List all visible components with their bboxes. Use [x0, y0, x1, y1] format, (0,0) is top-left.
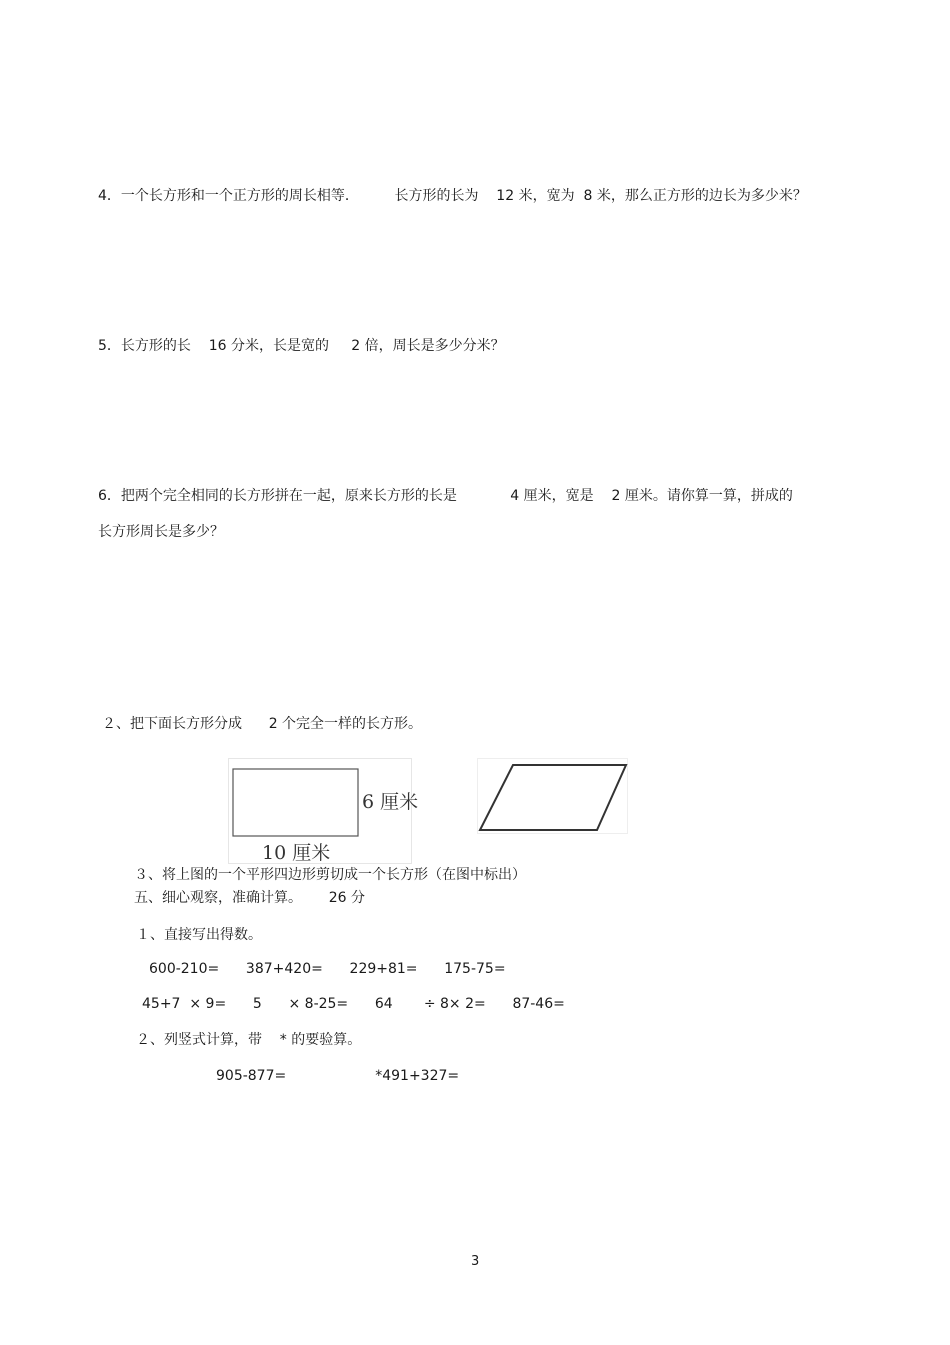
- page-number: 3: [471, 1254, 480, 1269]
- subtask-1: １、直接写出得数。: [136, 927, 262, 943]
- rectangle-figure: [228, 758, 419, 864]
- calc-row-2: 45+7 × 9= 5 × 8-25= 64 ÷ 8× 2= 87-46=: [142, 996, 565, 1012]
- question-6-line-2: 长方形周长是多少？: [98, 524, 224, 540]
- rectangle-height-label: 6 厘米: [362, 791, 419, 813]
- task-2: ２、把下面长方形分成 2 个完全一样的长方形。: [102, 716, 423, 732]
- parallelogram-figure: [477, 758, 628, 834]
- subtask-2: ２、列竖式计算，带 * 的要验算。: [136, 1032, 362, 1048]
- question-4: 4．一个长方形和一个正方形的周长相等． 长方形的长为 12 米，宽为 8 米，那么正方形的边长为多少米？: [98, 188, 807, 204]
- task-3: ３、将上图的一个平形四边形剪切成一个长方形（在图中标出）: [134, 867, 526, 883]
- calc-row-3: 905-877= *491+327=: [216, 1068, 460, 1084]
- parallelogram-drawing: [477, 758, 628, 834]
- question-5: 5．长方形的长 16 分米，长是宽的 2 倍，周长是多少分米？: [98, 338, 505, 354]
- section-5-title: 五、细心观察，准确计算。 26 分: [134, 890, 365, 906]
- rectangle-width-label: 10 厘米: [262, 842, 331, 864]
- calc-row-1: 600-210= 387+420= 229+81= 175-75=: [149, 961, 506, 977]
- question-6-line-1: 6．把两个完全相同的长方形拼在一起，原来长方形的长是 4 厘米，宽是 2 厘米。请你算一算，拼成的: [98, 488, 793, 504]
